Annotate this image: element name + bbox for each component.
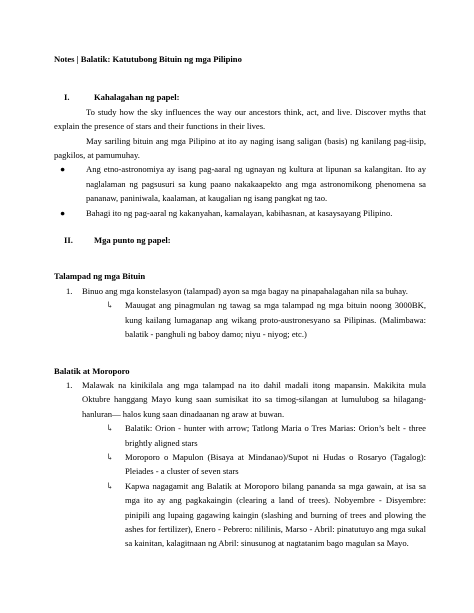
bullet-item <box>60 206 426 220</box>
arrow-icon: ↳ <box>106 480 114 491</box>
sub-item-text: Balatik: Orion - hunter with arrow; Tatlong Maria o Tres Marias: Orion’s belt - three brightly aligned stars <box>125 423 426 448</box>
bullet-item <box>60 162 426 205</box>
bullet-text: Bahagi ito ng pag-aaral ng kakanyahan, kamalayan, kabihasnan, at kasaysayang Pilipino. <box>86 207 393 218</box>
bullet-icon: ● <box>60 164 66 175</box>
sub-item <box>106 450 426 479</box>
subsection-heading: Balatik at Moroporo <box>54 365 130 376</box>
paragraph: May sariling bituin ang mga Pilipino at ito ay naging isang saligan (basis) ng kanilang pag-iisip, pagkilos, at pamumuhay. <box>54 135 426 161</box>
paragraph: To study how the sky influences the way our ancestors think, act, and live. Discover myths that explain the presence of stars and their functions in their lives. <box>54 106 426 132</box>
bullet-text: Ang etno-astronomiya ay isang pag-aaral ng ugnayan ng kultura at lipunan sa kalangitan. Ito ay naglalaman ng pagsusuri sa kung paano nakakaapekto ang mga astronomikong phenomena sa pananaw, paniniwala, kaalaman, at kaugalian ng isang pangkat ng tao. <box>86 164 426 204</box>
numbered-item <box>66 378 426 421</box>
bullet-icon: ● <box>60 207 66 218</box>
numbered-item <box>66 284 426 298</box>
section-number: II. <box>64 235 73 246</box>
section-number: I. <box>64 92 70 103</box>
sub-item <box>106 298 426 341</box>
item-text: Malawak na kinikilala ang mga talampad na ito dahil madali itong mapansin. Makikita mula Oktubre hanggang Mayo kung saan sumisikat ito sa timog-silangan at lumulubog sa hilagang-hanluran— halos kung saan dinadaanan ng araw at buwan. <box>82 379 426 419</box>
sub-item <box>106 421 426 450</box>
item-number: 1. <box>66 379 73 390</box>
item-text: Binuo ang mga konstelasyon (talampad) ayon sa mga bagay na pinapahalagahan nila sa buhay. <box>82 285 408 296</box>
section-title: Kahalagahan ng papel: <box>94 92 180 103</box>
sub-item-text: Mauugat ang pinagmulan ng tawag sa mga talampad ng mga bituin noong 3000BK, kung kailang lumaganap ang wikang proto-austronesyano sa Pilipinas. (Malimbawa: balatik - panghuli ng baboy damo; niyu - niyog; etc.) <box>125 300 426 340</box>
arrow-icon: ↳ <box>106 423 114 434</box>
section-2-heading <box>64 233 426 247</box>
arrow-icon: ↳ <box>106 300 114 311</box>
sub-item-text: Kapwa nagagamit ang Balatik at Moroporo bilang pananda sa mga gawain, at isa sa mga ito ay ang pagkakaingin (clearing a land of trees). Nobyembre - Disyembre: pinipili ang lupaing gagawing kaingin (slashing and burning of trees and plowing the ashes for fertilizer), Enero - Pebrero: nililinis, Marso - Abril: pinatutuyo ang mga sukal sa kainitan, kalagitnaan ng Abril: sinusunog at nagtatanim bago magulan sa Mayo. <box>125 480 426 549</box>
arrow-icon: ↳ <box>106 451 114 462</box>
document-title: Notes | Balatik: Katutubong Bituin ng mga Pilipino <box>54 54 242 64</box>
item-number: 1. <box>66 285 73 296</box>
subsection-heading: Talampad ng mga Bituin <box>54 271 146 282</box>
sub-item <box>106 479 426 551</box>
section-1-heading <box>64 90 426 104</box>
section-title: Mga punto ng papel: <box>94 235 171 246</box>
sub-item-text: Moroporo o Mapulon (Bisaya at Mindanao)/Supot ni Hudas o Rosaryo (Tagalog): Pleiades - a cluster of seven stars <box>125 451 426 477</box>
